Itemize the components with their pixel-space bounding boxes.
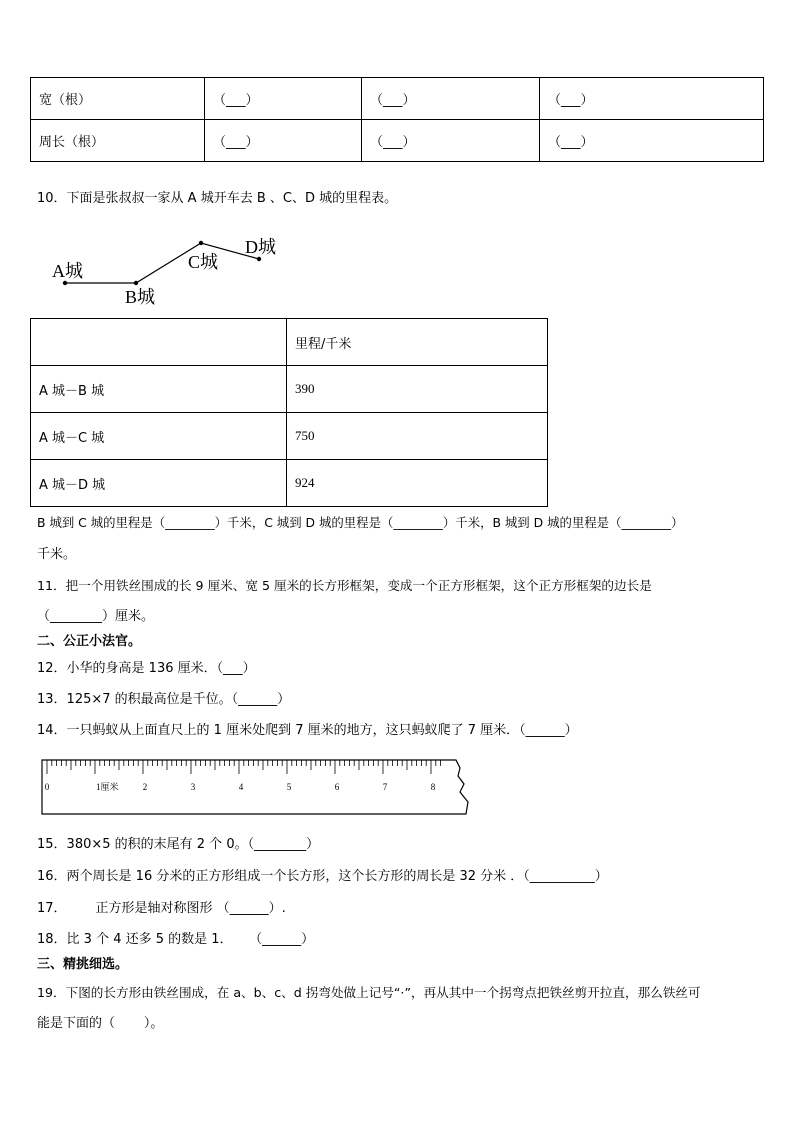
question-12[interactable]: 12．小华的身高是 136 厘米．（___） [37,661,256,676]
width-perimeter-table [30,77,764,162]
ruler-label: 2 [142,782,148,792]
route-cell: A 城－D 城 [31,460,287,507]
ruler-label: 5 [286,782,292,792]
city-a-dot [63,281,67,285]
question-13[interactable]: 13．125×7 的积最高位是千位。（______） [37,692,291,707]
answer-blank[interactable]: （___） [362,120,540,162]
ruler-label: 4 [238,782,244,792]
city-d-label: D城 [245,237,276,257]
question-14[interactable]: 14．一只蚂蚁从上面直尺上的 1 厘米处爬到 7 厘米的地方，这只蚂蚁爬了 7 厘米．（______） [37,723,578,738]
header-empty [31,319,287,366]
question-19-text: 19．下图的长方形由铁丝围成，在 a、b、c、d 拐弯处做上记号“·”，再从其中一个拐弯点把铁丝剪开拉直，那么铁丝可 [37,985,701,1000]
ruler-label: 0 [44,782,50,792]
table-header-row [31,319,548,366]
section-2-heading: 二、公正小法官。 [37,634,142,649]
question-15[interactable]: 15．380×5 的积的末尾有 2 个 0。（________） [37,837,320,852]
city-a-label: A城 [52,261,83,281]
answer-blank[interactable]: （___） [205,120,362,162]
answer-blank[interactable]: （___） [362,78,540,120]
question-10-text: 10．下面是张叔叔一家从 A 城开车去 B 、C、D 城的里程表。 [37,191,398,206]
route-map-diagram [48,230,288,310]
city-c-dot [199,241,203,245]
question-10-blanks[interactable]: B 城到 C 城的里程是（________）千米，C 城到 D 城的里程是（________）千米，B 城到 D 城的里程是（________） [37,515,684,530]
city-b-label: B城 [125,287,156,307]
row-label: 宽（根） [31,78,205,120]
ruler-label: 1厘米 [96,782,119,792]
answer-blank[interactable]: （___） [540,78,764,120]
table-row [31,460,548,507]
section-3-heading: 三、精挑细选。 [37,957,129,972]
table-row [31,366,548,413]
row-label: 周长（根） [31,120,205,162]
city-c-label: C城 [188,252,219,272]
city-d-dot [257,257,261,261]
ruler-label: 3 [190,782,196,792]
header-mileage: 里程/千米 [287,319,548,366]
table-row [31,120,764,162]
question-19-choice[interactable]: 能是下面的（ ）。 [37,1016,164,1031]
question-11-blank[interactable]: （________）厘米。 [37,609,155,624]
ruler-label: 8 [430,782,436,792]
ruler-label: 7 [382,782,388,792]
table-row [31,413,548,460]
km-cell: 750 [287,413,548,460]
question-16[interactable]: 16．两个周长是 16 分米的正方形组成一个长方形，这个长方形的周长是 32 分米 ．（__________） [37,869,608,884]
question-18[interactable]: 18．比 3 个 4 还多 5 的数是 1． （______） [37,932,315,947]
km-cell: 390 [287,366,548,413]
km-cell: 924 [287,460,548,507]
route-cell: A 城－B 城 [31,366,287,413]
answer-blank[interactable]: （___） [540,120,764,162]
table-row [31,78,764,120]
question-10-tail: 千米。 [37,547,77,562]
city-b-dot [134,281,138,285]
answer-blank[interactable]: （___） [205,78,362,120]
ruler-diagram [40,758,470,818]
mileage-table [30,318,548,507]
question-11-text: 11．把一个用铁丝围成的长 9 厘米、宽 5 厘米的长方形框架，变成一个正方形框架，这个正方形框架的边长是 [37,578,652,593]
route-cell: A 城－C 城 [31,413,287,460]
question-17[interactable]: 17． 正方形是轴对称图形 （______）. [37,901,286,916]
ruler-label: 6 [334,782,340,792]
route-line [65,243,259,283]
